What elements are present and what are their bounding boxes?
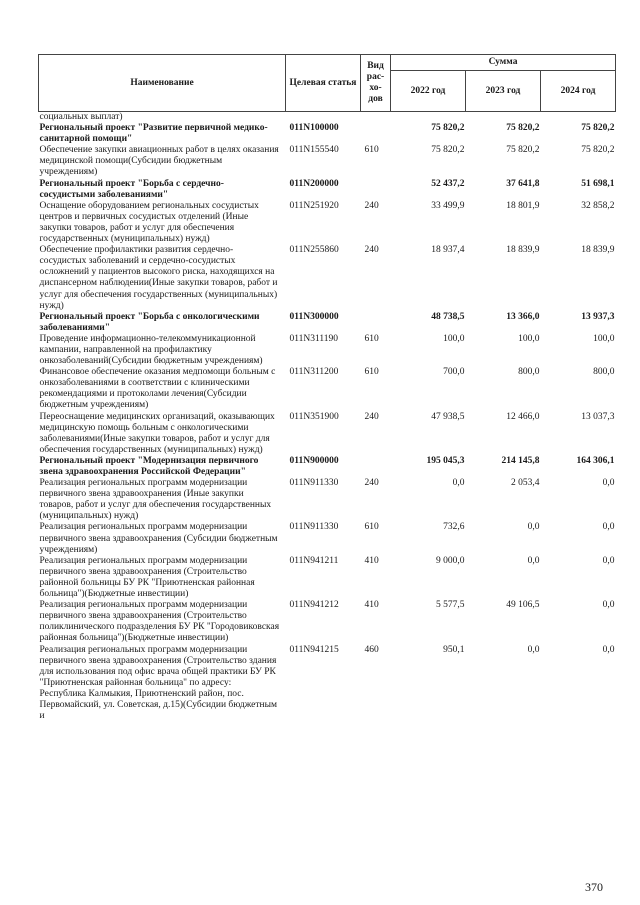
row-article: 011N941212	[289, 600, 339, 611]
row-value-2022: 47 938,5	[431, 411, 465, 422]
row-kind: 240	[364, 200, 379, 211]
row-value-2023: 49 106,5	[506, 600, 540, 611]
row-value-2024: 13 037,3	[581, 411, 615, 422]
row-kind: 240	[364, 411, 379, 422]
header-year-2023: 2023 год	[466, 71, 541, 112]
table-row	[39, 334, 616, 367]
row-value-2024: 75 820,2	[581, 145, 615, 156]
row-article: 011N941215	[289, 644, 339, 655]
row-value-2022: 100,0	[443, 333, 465, 344]
row-kind: 240	[364, 478, 379, 489]
row-name: Региональный проект "Модернизация первичного звена здравоохранения Российской Федерации"	[39, 455, 259, 477]
row-article: 011N351900	[289, 411, 339, 422]
row-article: 011N911330	[289, 522, 339, 533]
row-article: 011N300000	[289, 311, 339, 322]
header-kind: Вид рас-хо-дов	[361, 55, 391, 112]
table-row	[39, 412, 616, 456]
row-article: 011N900000	[289, 455, 339, 466]
row-article: 011N311200	[289, 367, 339, 378]
row-value-2023: 18 839,9	[506, 245, 540, 256]
row-value-2023: 75 820,2	[506, 123, 540, 134]
row-value-2023: 0,0	[527, 522, 540, 533]
row-kind: 410	[364, 600, 379, 611]
row-value-2023: 0,0	[527, 644, 540, 655]
row-value-2023: 18 801,9	[506, 200, 540, 211]
header-article: Целевая статья	[286, 55, 361, 112]
row-value-2024: 13 937,3	[581, 311, 615, 322]
row-value-2022: 5 577,5	[436, 600, 465, 611]
row-value-2024: 0,0	[602, 644, 615, 655]
row-value-2024: 0,0	[602, 522, 615, 533]
row-value-2022: 33 499,9	[431, 200, 465, 211]
row-value-2024: 800,0	[593, 367, 615, 378]
row-value-2023: 37 641,8	[506, 178, 540, 189]
row-name: Реализация региональных программ модернизации первичного звена здравоохранения (Строительство здания для использования под офис врача общей практики БУ РК "Приютненская районная больница" по адресу: Республика Калмыкия, Приютненский район, пос. Первомайский, ул. Советская, д.15)(Субсидии бюджетным и	[39, 644, 277, 722]
row-kind: 240	[364, 245, 379, 256]
row-value-2024: 100,0	[593, 333, 615, 344]
row-article: 011N911330	[289, 478, 339, 489]
row-name: Обеспечение профилактики развития сердечно-сосудистых заболеваний и сердечно-сосудистых осложнений у пациентов высокого риска, находящихся на диспансерном наблюдении(Иные закупки товаров, работ и услуг для обеспечения государственных (муниципальных) нужд)	[39, 245, 278, 311]
row-article: 011N251920	[289, 200, 339, 211]
row-kind	[361, 123, 391, 145]
table-row	[39, 522, 616, 555]
row-value-2024: 0,0	[602, 478, 615, 489]
page-number: 370	[585, 880, 603, 894]
row-kind: 610	[364, 367, 379, 378]
row-kind	[361, 179, 391, 201]
row-name: Региональный проект "Борьба с сердечно-сосудистыми заболеваниями"	[39, 178, 224, 200]
row-value-2024: 0,0	[602, 555, 615, 566]
table-body	[39, 112, 616, 723]
header-year-2022: 2022 год	[391, 71, 466, 112]
header-year-2024: 2024 год	[541, 71, 616, 112]
row-value-2022: 195 045,3	[426, 455, 465, 466]
header-sum: Сумма	[391, 55, 616, 71]
row-value-2022: 18 937,4	[431, 245, 465, 256]
row-name: Обеспечение закупки авиационных работ в целях оказания медицинской помощи(Субсидии бюджетным учреждениям)	[39, 145, 279, 178]
budget-table	[38, 54, 616, 722]
row-name: Региональный проект "Развитие первичной медико-санитарной помощи"	[39, 123, 268, 145]
row-value-2024: 32 858,2	[581, 200, 615, 211]
row-value-2023: 100,0	[518, 333, 540, 344]
row-value-2022: 75 820,2	[431, 123, 465, 134]
row-article: 011N155540	[289, 145, 339, 156]
row-kind	[361, 456, 391, 478]
row-name: Оснащение оборудованием региональных сосудистых центров и первичных сосудистых отделений (Иные закупки товаров, работ и услуг для обеспечения государственных (муниципальных) нужд)	[39, 200, 259, 245]
row-article: 011N255860	[289, 245, 339, 256]
row-kind: 610	[364, 333, 379, 344]
row-value-2023: 75 820,2	[506, 145, 540, 156]
row-article	[286, 112, 361, 124]
row-name: Реализация региональных программ модернизации первичного звена здравоохранения (Иные закупки товаров, работ и услуг для обеспечения государственных (муниципальных) нужд)	[39, 478, 272, 522]
row-value-2022: 732,6	[443, 522, 465, 533]
row-article: 011N941211	[289, 555, 339, 566]
row-kind: 410	[364, 555, 379, 566]
row-value-2024: 18 839,9	[581, 245, 615, 256]
row-value-2022: 9 000,0	[436, 555, 465, 566]
table-row	[39, 478, 616, 522]
row-value-2022: 48 738,5	[431, 311, 465, 322]
header-name: Наименование	[39, 55, 286, 112]
row-value-2024: 164 306,1	[576, 455, 615, 466]
table-row	[39, 556, 616, 600]
table-row	[39, 112, 616, 124]
row-value-2023	[466, 112, 541, 124]
table-row	[39, 600, 616, 644]
row-name: Переоснащение медицинских организаций, оказывающих медицинскую помощь больным с онкологическими заболеваниями(Иные закупки товаров, работ и услуг для обеспечения государственных (муниципальных) нужд)	[39, 411, 275, 455]
table-row	[39, 312, 616, 334]
row-name: социальных выплат)	[39, 112, 123, 122]
row-value-2023: 214 145,8	[501, 455, 540, 466]
row-kind	[361, 112, 391, 124]
table-row	[39, 145, 616, 178]
table-row	[39, 456, 616, 478]
row-article: 011N200000	[289, 178, 339, 189]
row-name: Финансовое обеспечение оказания медпомощи больным с онкозаболеваниями в соответствии с клиническими рекомендациями и протоколами лечения(Субсидии бюджетным учреждениям)	[39, 367, 276, 411]
row-value-2022	[391, 112, 466, 124]
row-article: 011N100000	[289, 123, 339, 134]
row-value-2024: 0,0	[602, 600, 615, 611]
table-row	[39, 367, 616, 411]
row-kind	[361, 312, 391, 334]
row-value-2023: 12 466,0	[506, 411, 540, 422]
table-header	[39, 55, 616, 112]
row-name: Реализация региональных программ модернизации первичного звена здравоохранения (Строительство поликлинического подразделения БУ РК "Городовиковская районная больница")(Бюджетные инвестиции)	[39, 600, 280, 644]
row-value-2024: 75 820,2	[581, 123, 615, 134]
table-row	[39, 201, 616, 245]
row-article: 011N311190	[289, 333, 339, 344]
row-value-2024: 51 698,1	[581, 178, 615, 189]
row-value-2022: 950,1	[443, 644, 465, 655]
row-name: Региональный проект "Борьба с онкологическими заболеваниями"	[39, 311, 260, 333]
row-value-2024	[541, 112, 616, 124]
table-row	[39, 123, 616, 145]
row-value-2023: 2 053,4	[511, 478, 540, 489]
row-value-2022: 700,0	[443, 367, 465, 378]
row-name: Реализация региональных программ модернизации первичного звена здравоохранения (Субсидии бюджетным учреждениям)	[39, 522, 278, 555]
row-kind: 610	[364, 522, 379, 533]
row-name: Проведение информационно-телекоммуникационной кампании, направленной на профилактику онкозаболеваний(Субсидии бюджетным учреждениям)	[39, 333, 263, 367]
row-value-2022: 52 437,2	[431, 178, 465, 189]
table-row	[39, 645, 616, 723]
table-row	[39, 179, 616, 201]
row-value-2023: 13 366,0	[506, 311, 540, 322]
row-value-2023: 800,0	[518, 367, 540, 378]
row-name: Реализация региональных программ модернизации первичного звена здравоохранения (Строительство районной больницы БУ РК "Приютненская районная больница")(Бюджетные инвестиции)	[39, 555, 255, 600]
row-value-2022: 75 820,2	[431, 145, 465, 156]
row-kind: 460	[364, 644, 379, 655]
row-value-2023: 0,0	[527, 555, 540, 566]
row-kind: 610	[364, 145, 379, 156]
table-row	[39, 245, 616, 312]
row-value-2022: 0,0	[452, 478, 465, 489]
